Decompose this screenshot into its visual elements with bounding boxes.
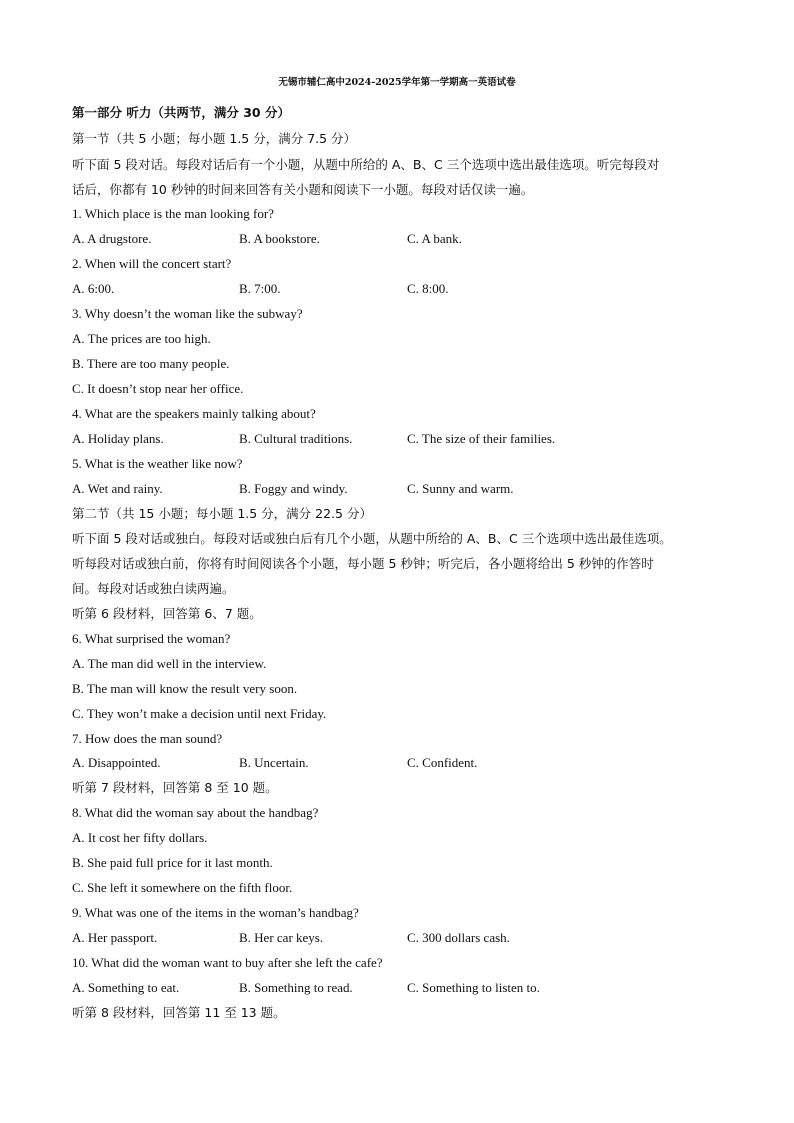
question-5-option-a: A. Wet and rainy. <box>72 481 163 496</box>
question-6-option-b: B. The man will know the result very soon. <box>72 681 298 696</box>
section2-instructions-line2: 听每段对话或独白前，你将有时间阅读各个小题，每小题 5 秒钟；听完后，各小题将给出 5 秒钟的作答时 <box>72 556 654 571</box>
material-8-heading: 听第 8 段材料，回答第 11 至 13 题。 <box>72 1005 286 1020</box>
question-9-option-b: B. Her car keys. <box>239 930 324 945</box>
question-8-option-b: B. She paid full price for it last month. <box>72 855 273 870</box>
question-3-stem: 3. Why doesn’t the woman like the subway? <box>72 306 303 321</box>
question-7-option-a: A. Disappointed. <box>72 755 161 770</box>
question-1-option-b: B. A bookstore. <box>239 231 320 246</box>
question-2-option-b: B. 7:00. <box>239 281 281 296</box>
section1-heading: 第一节（共 5 小题；每小题 1.5 分，满分 7.5 分） <box>72 131 357 146</box>
question-7-option-c: C. Confident. <box>407 755 478 770</box>
question-1-stem: 1. Which place is the man looking for? <box>72 206 274 221</box>
question-10-option-c: C. Something to listen to. <box>407 980 540 995</box>
question-8-option-a: A. It cost her fifty dollars. <box>72 830 208 845</box>
question-2-option-a: A. 6:00. <box>72 281 115 296</box>
question-6-option-a: A. The man did well in the interview. <box>72 656 267 671</box>
question-1-option-c: C. A bank. <box>407 231 462 246</box>
question-6-stem: 6. What surprised the woman? <box>72 631 231 646</box>
question-4-option-c: C. The size of their families. <box>407 431 556 446</box>
question-5-stem: 5. What is the weather like now? <box>72 456 243 471</box>
exam-title: 无锡市辅仁高中2024-2025学年第一学期高一英语试卷 <box>278 77 516 88</box>
section1-instructions-line2: 话后，你都有 10 秒钟的时间来回答有关小题和阅读下一小题。每段对话仅读一遍。 <box>72 182 534 197</box>
material-7-heading: 听第 7 段材料，回答第 8 至 10 题。 <box>72 780 278 795</box>
section2-instructions-line3: 间。每段对话或独白读两遍。 <box>72 581 235 596</box>
question-6-option-c: C. They won’t make a decision until next Friday. <box>72 706 327 721</box>
question-10-option-b: B. Something to read. <box>239 980 353 995</box>
question-5-option-b: B. Foggy and windy. <box>239 481 348 496</box>
question-8-option-c: C. She left it somewhere on the fifth floor. <box>72 880 293 895</box>
question-2-stem: 2. When will the concert start? <box>72 256 232 271</box>
question-3-option-a: A. The prices are too high. <box>72 331 211 346</box>
section2-heading: 第二节（共 15 小题；每小题 1.5 分，满分 22.5 分） <box>72 506 372 521</box>
question-5-option-c: C. Sunny and warm. <box>407 481 514 496</box>
material-6-heading: 听第 6 段材料，回答第 6、7 题。 <box>72 606 262 621</box>
part1-heading: 第一部分 听力（共两节，满分 30 分） <box>72 105 290 120</box>
question-1-option-a: A. A drugstore. <box>72 231 152 246</box>
question-10-option-a: A. Something to eat. <box>72 980 180 995</box>
question-2-option-c: C. 8:00. <box>407 281 449 296</box>
question-9-option-c: C. 300 dollars cash. <box>407 930 510 945</box>
question-4-option-b: B. Cultural traditions. <box>239 431 353 446</box>
question-3-option-b: B. There are too many people. <box>72 356 230 371</box>
question-9-stem: 9. What was one of the items in the woman’s handbag? <box>72 905 359 920</box>
question-3-option-c: C. It doesn’t stop near her office. <box>72 381 244 396</box>
question-7-stem: 7. How does the man sound? <box>72 731 223 746</box>
question-7-option-b: B. Uncertain. <box>239 755 309 770</box>
question-10-stem: 10. What did the woman want to buy after she left the cafe? <box>72 955 383 970</box>
question-8-stem: 8. What did the woman say about the handbag? <box>72 805 319 820</box>
section2-instructions-line1: 听下面 5 段对话或独白。每段对话或独白后有几个小题，从题中所给的 A、B、C 三个选项中选出最佳选项。 <box>72 531 672 546</box>
section1-instructions-line1: 听下面 5 段对话。每段对话后有一个小题，从题中所给的 A、B、C 三个选项中选出最佳选项。听完每段对 <box>72 157 660 172</box>
question-4-stem: 4. What are the speakers mainly talking about? <box>72 406 316 421</box>
question-4-option-a: A. Holiday plans. <box>72 431 164 446</box>
question-9-option-a: A. Her passport. <box>72 930 158 945</box>
